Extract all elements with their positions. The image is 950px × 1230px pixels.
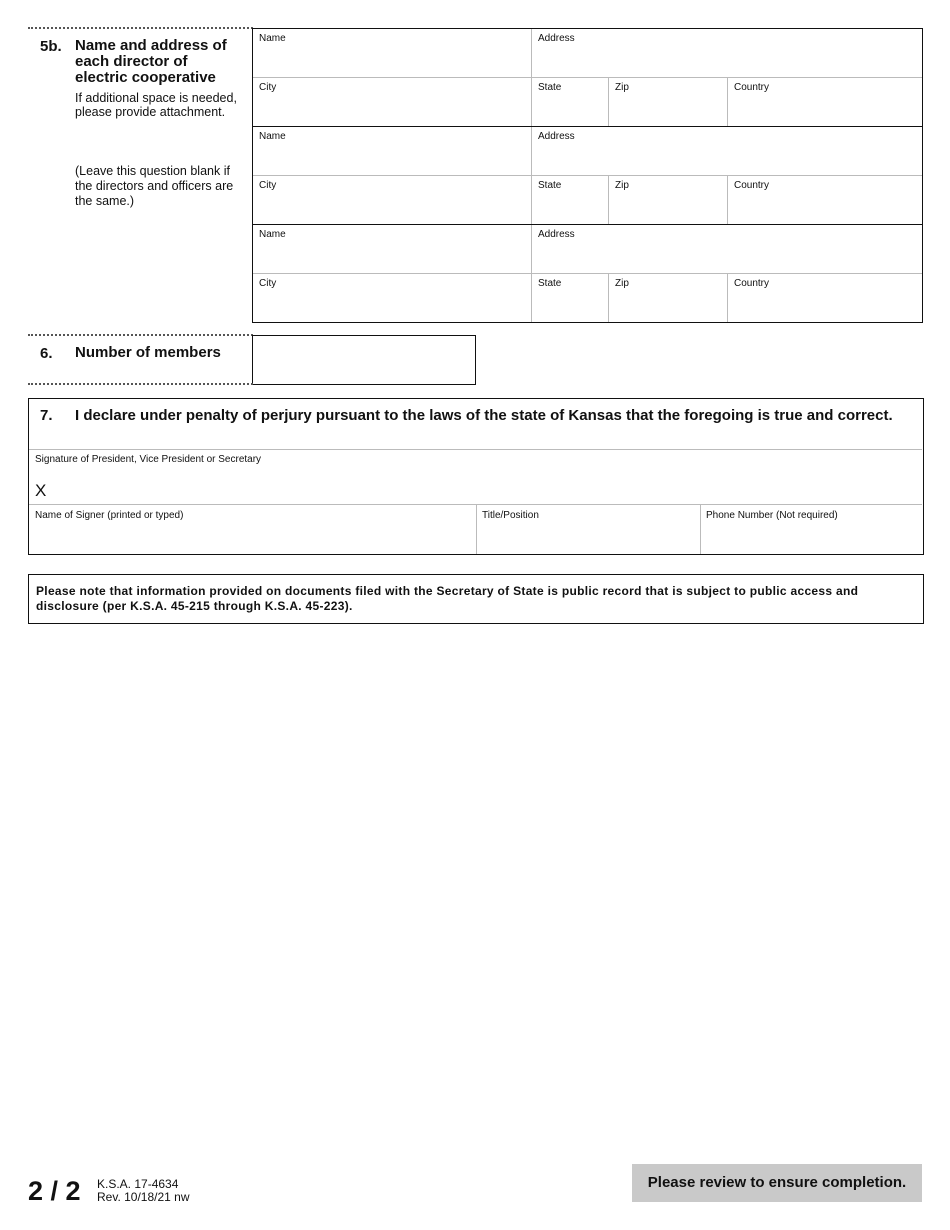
director-name-field[interactable] bbox=[253, 29, 532, 77]
public-record-notice: Please note that information provided on documents filed with the Secretary of State is public record that is subject to public access and disclosure (per K.S.A. 45-215 through K.S.A. 45-223). bbox=[28, 574, 924, 624]
revision-date: Rev. 10/18/21 nw bbox=[97, 1190, 190, 1204]
phone-number-field[interactable] bbox=[700, 504, 922, 554]
form-reference bbox=[97, 1178, 190, 1204]
director-address-field[interactable] bbox=[532, 225, 922, 273]
director-country-field[interactable] bbox=[728, 175, 922, 224]
address-label: Address bbox=[538, 131, 575, 142]
director-country-field[interactable] bbox=[728, 273, 922, 322]
director-entry bbox=[253, 126, 922, 224]
director-zip-field[interactable] bbox=[609, 175, 728, 224]
director-zip-field[interactable] bbox=[609, 273, 728, 322]
review-banner: Please review to ensure completion. bbox=[632, 1164, 922, 1202]
address-label: Address bbox=[538, 229, 575, 240]
director-address-field[interactable] bbox=[532, 29, 922, 77]
director-state-field[interactable] bbox=[532, 175, 609, 224]
city-label: City bbox=[259, 278, 277, 289]
city-label: City bbox=[259, 180, 277, 191]
phone-number-label: Phone Number (Not required) bbox=[706, 510, 838, 521]
director-name-field[interactable] bbox=[253, 127, 532, 175]
director-entry bbox=[253, 224, 922, 322]
director-city-field[interactable] bbox=[253, 77, 532, 126]
question-7-number: 7. bbox=[40, 407, 53, 424]
director-zip-field[interactable] bbox=[609, 77, 728, 126]
director-city-field[interactable] bbox=[253, 175, 532, 224]
zip-label: Zip bbox=[615, 180, 629, 191]
statute-reference: K.S.A. 17-4634 bbox=[97, 1177, 179, 1191]
question-7-title: I declare under penalty of perjury pursuant to the laws of the state of Kansas that the foregoing is true and correct. bbox=[75, 407, 893, 424]
separator-q6-top bbox=[28, 334, 253, 336]
question-6-title: Number of members bbox=[75, 344, 221, 361]
title-position-field[interactable] bbox=[476, 504, 701, 554]
director-name-field[interactable] bbox=[253, 225, 532, 273]
number-of-members-field[interactable] bbox=[252, 335, 476, 385]
question-5b-title: Name and address of each director of electric cooperative bbox=[75, 37, 227, 86]
signer-name-label: Name of Signer (printed or typed) bbox=[35, 510, 184, 521]
signer-name-field[interactable] bbox=[29, 504, 477, 554]
title-position-label: Title/Position bbox=[482, 510, 539, 521]
director-city-field[interactable] bbox=[253, 273, 532, 322]
address-label: Address bbox=[538, 33, 575, 44]
separator-top bbox=[28, 27, 253, 29]
director-state-field[interactable] bbox=[532, 77, 609, 126]
state-label: State bbox=[538, 82, 562, 93]
city-label: City bbox=[259, 82, 277, 93]
country-label: Country bbox=[734, 82, 770, 93]
question-6-number: 6. bbox=[40, 345, 53, 362]
name-label: Name bbox=[259, 33, 286, 44]
question-5b-number: 5b. bbox=[40, 38, 62, 55]
question-5b-blank-note: (Leave this question blank if the directors and officers are the same.) bbox=[75, 164, 234, 208]
signature-field[interactable] bbox=[29, 449, 922, 505]
page-number: 2 / 2 bbox=[28, 1176, 81, 1206]
director-address-field[interactable] bbox=[532, 127, 922, 175]
name-label: Name bbox=[259, 229, 286, 240]
separator-q6-bottom bbox=[28, 383, 253, 385]
state-label: State bbox=[538, 278, 562, 289]
director-state-field[interactable] bbox=[532, 273, 609, 322]
name-label: Name bbox=[259, 131, 286, 142]
director-country-field[interactable] bbox=[728, 77, 922, 126]
signature-mark: X bbox=[35, 481, 47, 500]
zip-label: Zip bbox=[615, 278, 629, 289]
declaration-section bbox=[28, 398, 924, 555]
director-entry bbox=[253, 29, 922, 126]
signature-label: Signature of President, Vice President or Secretary bbox=[35, 454, 262, 465]
country-label: Country bbox=[734, 278, 770, 289]
country-label: Country bbox=[734, 180, 770, 191]
directors-table bbox=[252, 28, 923, 323]
state-label: State bbox=[538, 180, 562, 191]
question-5b-attachment-note: If additional space is needed, please provide attachment. bbox=[75, 91, 237, 119]
zip-label: Zip bbox=[615, 82, 629, 93]
